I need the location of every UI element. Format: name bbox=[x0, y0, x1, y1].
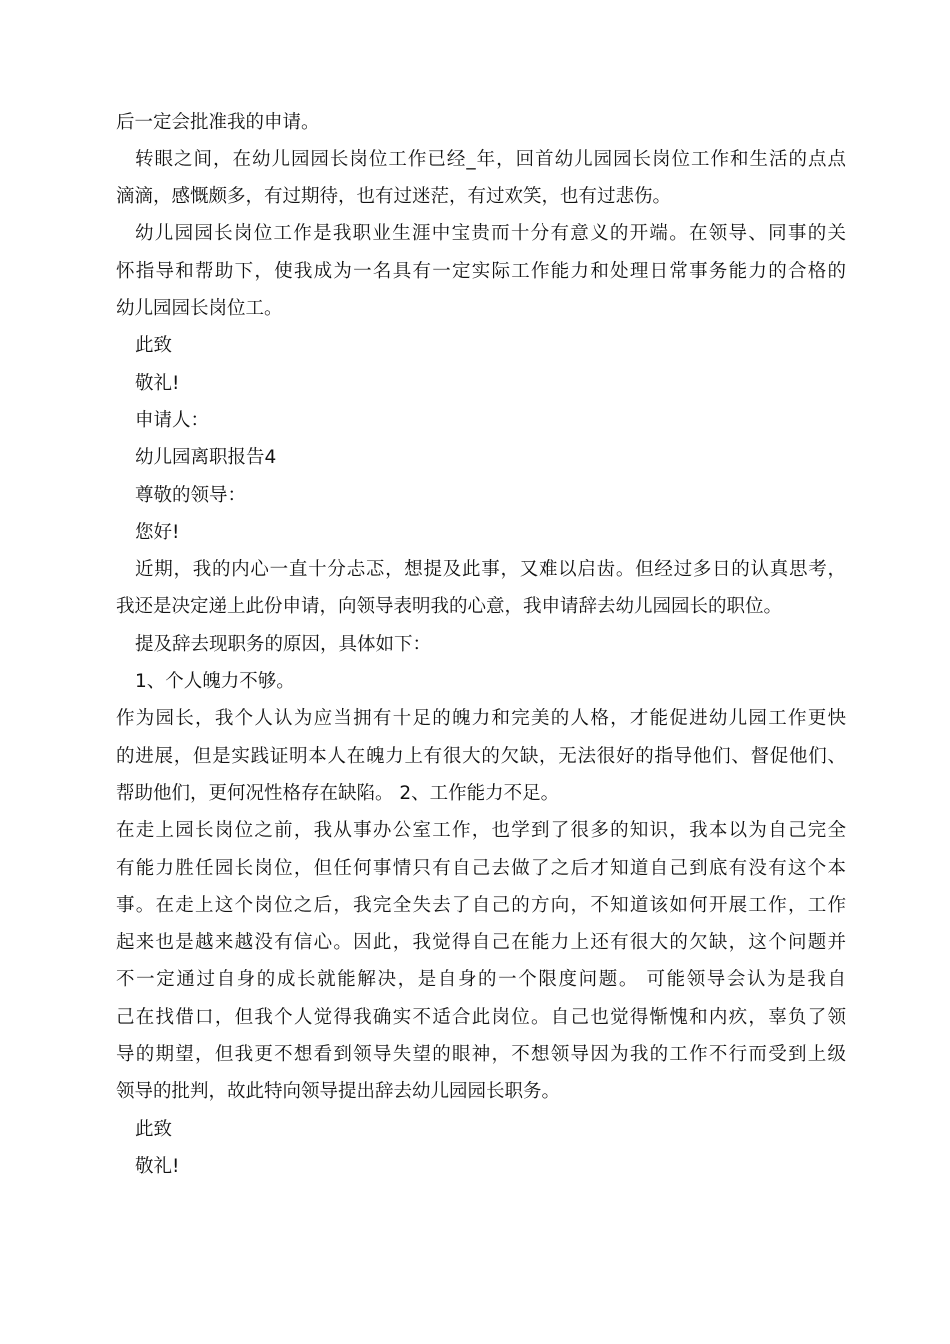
text-line: 在走上园长岗位之前，我从事办公室工作，也学到了很多的知识，我本以为自己完全 bbox=[116, 820, 846, 842]
text-line: 不一定通过自身的成长就能解决，是自身的一个限度问题。 可能领导会认为是我自 bbox=[116, 969, 846, 991]
text-line: 导的期望，但我更不想看到领导失望的眼神，不想领导因为我的工作不行而受到上级 bbox=[116, 1044, 846, 1065]
text-line: 幼儿园离职报告4 bbox=[135, 447, 277, 469]
text-line: 敬礼! bbox=[135, 372, 180, 394]
text-line: 后一定会批准我的申请。 bbox=[116, 111, 320, 133]
text-line: 的进展，但是实践证明本人在魄力上有很大的欠缺，无法很好的指导他们、督促他们、 bbox=[116, 745, 846, 767]
text-line: 此致 bbox=[135, 335, 173, 357]
text-line: 帮助他们，更何况性格存在缺陷。 2、工作能力不足。 bbox=[116, 782, 560, 804]
text-line: 我还是决定递上此份申请，向领导表明我的心意，我申请辞去幼儿园园长的职位。 bbox=[116, 596, 783, 618]
text-line: 您好! bbox=[135, 521, 180, 543]
text-line: 提及辞去现职务的原因，具体如下： bbox=[135, 633, 432, 655]
text-line: 幼儿园园长岗位工作是我职业生涯中宝贵而十分有意义的开端。在领导、同事的关 bbox=[135, 223, 846, 245]
text-line: 起来也是越来越没有信心。因此，我觉得自己在能力上还有很大的欠缺，这个问题并 bbox=[116, 932, 846, 954]
text-line: 事。在走上这个岗位之后，我完全失去了自己的方向，不知道该如何开展工作，工作 bbox=[116, 894, 846, 916]
text-line: 幼儿园园长岗位工。 bbox=[116, 298, 283, 319]
text-line: 1、个人魄力不够。 bbox=[135, 671, 295, 692]
text-line: 敬礼! bbox=[135, 1155, 180, 1177]
text-line: 尊敬的领导： bbox=[135, 484, 247, 506]
text-line: 近期，我的内心一直十分忐忑，想提及此事，又难以启齿。但经过多日的认真思考， bbox=[135, 559, 846, 581]
text-line: 滴滴，感慨颇多，有过期待，也有过迷茫，有过欢笑，也有过悲伤。 bbox=[116, 186, 672, 208]
text-line: 怀指导和帮助下，使我成为一名具有一定实际工作能力和处理日常事务能力的合格的 bbox=[116, 260, 846, 282]
text-line: 此致 bbox=[135, 1118, 173, 1140]
text-line: 转眼之间，在幼儿园园长岗位工作已经_年，回首幼儿园园长岗位工作和生活的点点 bbox=[135, 148, 846, 170]
text-line: 作为园长，我个人认为应当拥有十足的魄力和完美的人格，才能促进幼儿园工作更快 bbox=[116, 708, 846, 730]
text-line: 有能力胜任园长岗位，但任何事情只有自己去做了之后才知道自己到底有没有这个本 bbox=[116, 857, 846, 879]
text-line: 己在找借口，但我个人觉得我确实不适合此岗位。自己也觉得惭愧和内疚，辜负了领 bbox=[116, 1006, 846, 1028]
text-line: 领导的批判，故此特向领导提出辞去幼儿园园长职务。 bbox=[116, 1081, 561, 1103]
text-line: 申请人： bbox=[135, 409, 210, 431]
